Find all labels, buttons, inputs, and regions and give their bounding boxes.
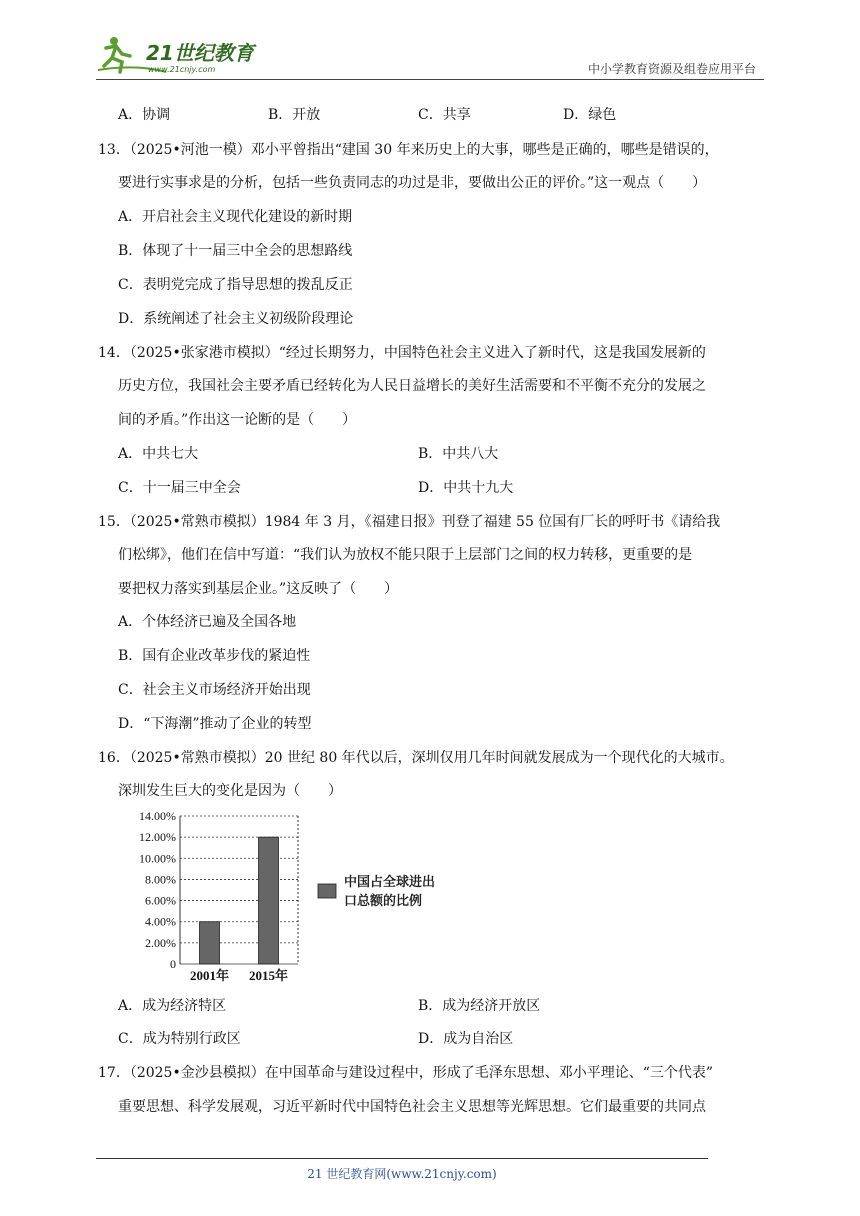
- legend-label: 口总额的比例: [344, 894, 423, 909]
- q14-option-c: C．十一届三中全会: [118, 480, 241, 496]
- q16-line-1: 16．（2025•常熟市模拟）20 世纪 80 年代以后，深圳仅用几年时间就发展成为一个现代化的大城市。: [98, 750, 734, 766]
- q12-option-c: C．共享: [418, 107, 471, 123]
- q14-option-d: D．中共十九大: [418, 480, 514, 496]
- q15-option-d: D．“下海潮”推动了企业的转型: [118, 716, 312, 732]
- logo-text: 21世纪教育: [146, 41, 254, 65]
- bar-1: [200, 922, 220, 964]
- y-tick-label: 8.00%: [145, 872, 176, 887]
- logo-url: www.21cnjy.com: [148, 65, 216, 74]
- legend-label: 中国占全球进出: [344, 875, 436, 890]
- q13-line-2: 要进行实事求是的分析，包括一些负责同志的功过是非，要做出公正的评价。”这一观点（ ）: [118, 175, 707, 191]
- q15-line-2: 们松绑》，他们在信中写道：“我们认为放权不能只限于上层部门之间的权力转移，更重要的是: [118, 547, 693, 563]
- logo: [96, 34, 266, 76]
- footer-divider: [96, 1158, 708, 1159]
- q14-line-2: 历史方位，我国社会主要矛盾已经转化为人民日益增长的美好生活需要和不平衡不充分的发展之: [118, 378, 706, 394]
- y-tick-label: 0: [170, 957, 176, 971]
- q12-option-b: B．开放: [268, 107, 321, 123]
- q12-option-a: A．协调: [118, 107, 171, 123]
- bar-chart: [118, 808, 468, 988]
- q16-option-d: D．成为自治区: [418, 1031, 514, 1047]
- q13-line-1: 13．（2025•河池一模）邓小平曾指出“建国 30 年来历史上的大事，哪些是正确的，哪些是错误的，: [98, 142, 719, 158]
- q13-option-d: D．系统阐述了社会主义初级阶段理论: [118, 311, 354, 327]
- bar-2: [259, 837, 279, 964]
- q13-option-a: A．开启社会主义现代化建设的新时期: [118, 209, 353, 225]
- q14-option-a: A．中共七大: [118, 446, 199, 462]
- q15-option-a: A．个体经济已遍及全国各地: [118, 614, 297, 630]
- q16-option-b: B．成为经济开放区: [418, 998, 541, 1014]
- q16-option-a: A．成为经济特区: [118, 998, 227, 1014]
- page-header: [96, 30, 764, 80]
- q12-option-d: D．绿色: [563, 107, 617, 123]
- header-divider: [96, 79, 764, 80]
- q14-line-1: 14．（2025•张家港市模拟）“经过长期努力，中国特色社会主义进入了新时代，这是我国发展新的: [98, 345, 706, 361]
- legend-swatch: [318, 884, 336, 898]
- q16-line-2: 深圳发生巨大的变化是因为（ ）: [118, 783, 342, 799]
- q16-option-c: C．成为特别行政区: [118, 1031, 241, 1047]
- q17-line-2: 重要思想、科学发展观，习近平新时代中国特色社会主义思想等光辉思想。它们最重要的共同点: [118, 1099, 706, 1115]
- q17-line-1: 17．（2025•金沙县模拟）在中国革命与建设过程中，形成了毛泽东思想、邓小平理论、“三个代表”: [98, 1065, 714, 1081]
- platform-label: 中小学教育资源及组卷应用平台: [587, 62, 756, 76]
- q15-line-3: 要把权力落实到基层企业。”这反映了（ ）: [118, 581, 399, 597]
- q14-line-3: 间的矛盾。”作出这一论断的是（ ）: [118, 412, 357, 428]
- q15-line-1: 15．（2025•常熟市模拟）1984 年 3 月，《福建日报》刊登了福建 55 位国有厂长的呼吁书《请给我: [98, 514, 721, 530]
- y-tick-label: 6.00%: [145, 893, 176, 908]
- x-tick-label: 2001年: [189, 968, 230, 983]
- y-tick-label: 10.00%: [139, 851, 176, 866]
- x-tick-label: 2015年: [248, 968, 289, 983]
- y-tick-label: 14.00%: [139, 809, 176, 823]
- q14-option-b: B．中共八大: [418, 446, 499, 462]
- y-tick-label: 2.00%: [145, 935, 176, 950]
- q13-option-c: C．表明党完成了指导思想的拨乱反正: [118, 277, 353, 293]
- page-footer: 21 世纪教育网(www.21cnjy.com): [307, 1167, 497, 1181]
- q15-option-c: C．社会主义市场经济开始出现: [118, 682, 311, 698]
- q15-option-b: B．国有企业改革步伐的紧迫性: [118, 648, 311, 664]
- y-tick-label: 4.00%: [145, 914, 176, 929]
- q13-option-b: B．体现了十一届三中全会的思想路线: [118, 243, 353, 259]
- y-tick-label: 12.00%: [139, 830, 176, 845]
